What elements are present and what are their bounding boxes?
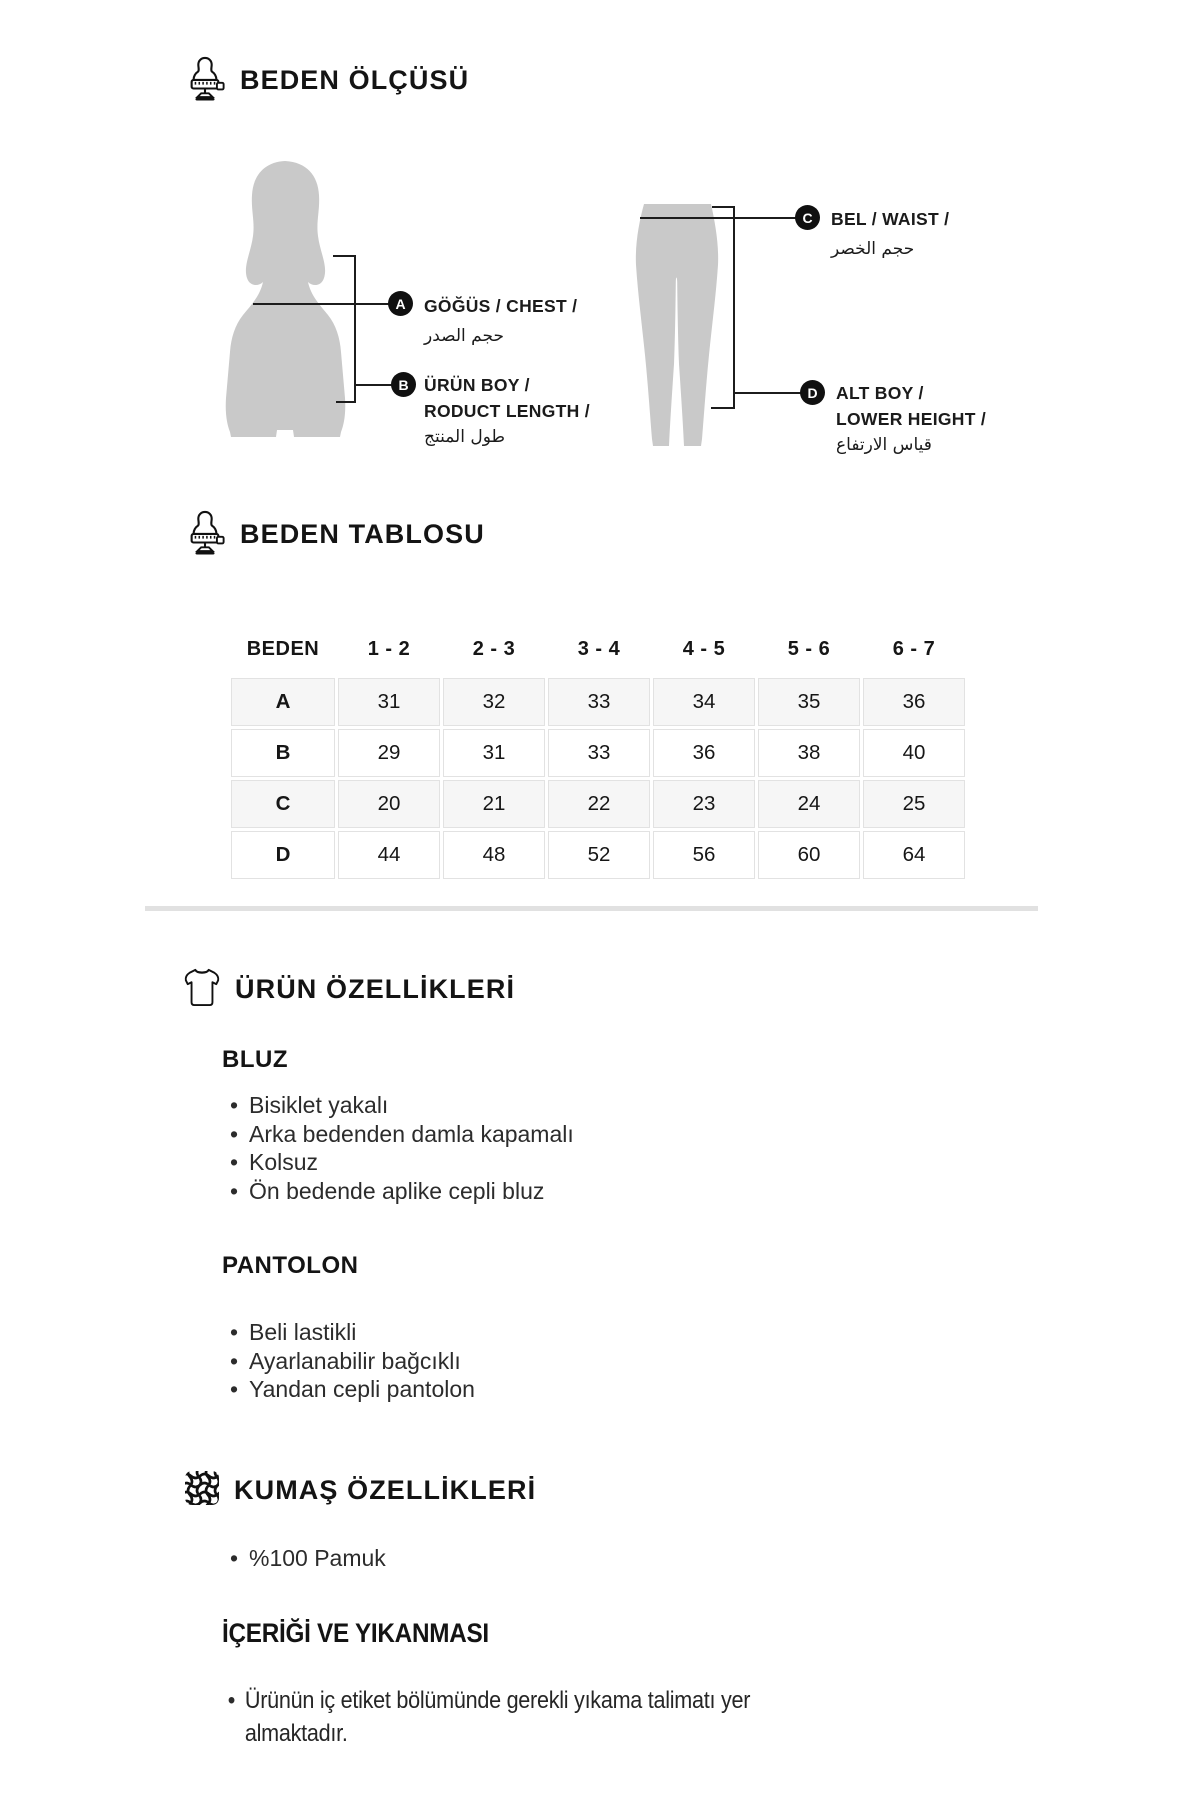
size-cell: 32 <box>443 678 545 726</box>
care-title: İÇERİĞİ VE YIKANMASI <box>222 1618 489 1648</box>
pantolon-feature-list <box>228 1318 475 1404</box>
size-cell: 20 <box>338 780 440 828</box>
group-title-pantolon: PANTOLON <box>222 1252 359 1279</box>
section-fabric-features-header <box>184 1470 536 1511</box>
table-row <box>231 831 965 879</box>
row-label: B <box>231 729 335 777</box>
list-item: • Ön bedende aplike cepli bluz <box>228 1177 574 1206</box>
size-cell: 60 <box>758 831 860 879</box>
label-waist <box>831 206 949 262</box>
table-row <box>231 780 965 828</box>
label-badge-c: C <box>795 205 820 230</box>
measure-line-lower-height <box>735 392 801 394</box>
measure-line-bottom-tick-left <box>336 401 356 403</box>
bluz-feature-list <box>228 1091 574 1205</box>
column-header: 3 - 4 <box>548 623 650 675</box>
size-cell: 21 <box>443 780 545 828</box>
label-lower-height-arabic: قياس الارتفاع <box>836 435 932 455</box>
row-label: C <box>231 780 335 828</box>
size-cell: 36 <box>863 678 965 726</box>
row-label: A <box>231 678 335 726</box>
list-item: • Arka bedenden damla kapamalı <box>228 1120 574 1149</box>
size-cell: 40 <box>863 729 965 777</box>
table-row <box>231 729 965 777</box>
label-product-length-arabic: طول المنتج <box>424 427 506 447</box>
size-cell: 34 <box>653 678 755 726</box>
list-item: • Ürünün iç etiket bölümünde gerekli yıkama talimatı yer almaktadır. <box>226 1684 856 1750</box>
label-waist-text: BEL / WAIST / <box>831 209 950 229</box>
list-item: • %100 Pamuk <box>228 1544 386 1573</box>
size-cell: 48 <box>443 831 545 879</box>
size-cell: 35 <box>758 678 860 726</box>
size-table-header-row <box>231 623 965 675</box>
size-cell: 25 <box>863 780 965 828</box>
row-label: D <box>231 831 335 879</box>
measure-line-waist <box>640 217 796 219</box>
label-lower-height <box>836 380 986 458</box>
size-table <box>228 620 968 882</box>
label-badge-b: B <box>391 372 416 397</box>
tshirt-icon <box>183 966 221 1013</box>
size-cell: 31 <box>338 678 440 726</box>
column-header: 1 - 2 <box>338 623 440 675</box>
column-header: BEDEN <box>231 623 335 675</box>
size-cell: 36 <box>653 729 755 777</box>
measure-line-top-tick-left <box>333 255 356 257</box>
column-header: 2 - 3 <box>443 623 545 675</box>
label-product-length-text1: ÜRÜN BOY / <box>424 375 530 395</box>
label-chest-arabic: حجم الصدر <box>424 326 504 346</box>
label-lower-height-text2: LOWER HEIGHT / <box>836 409 987 429</box>
section-divider <box>145 906 1038 911</box>
size-cell: 24 <box>758 780 860 828</box>
section-title: ÜRÜN ÖZELLİKLERİ <box>235 974 516 1004</box>
section-size-measure-header <box>184 54 469 107</box>
size-cell: 31 <box>443 729 545 777</box>
label-badge-d: D <box>800 380 825 405</box>
size-cell: 64 <box>863 831 965 879</box>
column-header: 5 - 6 <box>758 623 860 675</box>
label-product-length-text2: RODUCT LENGTH / <box>424 401 590 421</box>
measure-bracket-left <box>354 255 356 403</box>
list-item: • Beli lastikli <box>228 1318 475 1347</box>
size-cell: 29 <box>338 729 440 777</box>
measure-line-chest <box>253 303 389 305</box>
size-cell: 33 <box>548 729 650 777</box>
table-row <box>231 678 965 726</box>
list-item: • Yandan cepli pantolon <box>228 1375 475 1404</box>
size-cell: 44 <box>338 831 440 879</box>
measure-line-bottom-tick-right <box>711 407 735 409</box>
group-title-bluz: BLUZ <box>222 1046 288 1073</box>
measure-line-product-length <box>356 384 392 386</box>
list-item: • Ayarlanabilir bağcıklı <box>228 1347 475 1376</box>
size-cell: 52 <box>548 831 650 879</box>
size-cell: 23 <box>653 780 755 828</box>
size-cell: 38 <box>758 729 860 777</box>
label-product-length <box>424 372 590 450</box>
list-item: • Bisiklet yakalı <box>228 1091 574 1120</box>
label-lower-height-text1: ALT BOY / <box>836 383 924 403</box>
section-product-features-header <box>183 966 515 1013</box>
mannequin-icon <box>184 508 226 561</box>
size-cell: 33 <box>548 678 650 726</box>
label-badge-a: A <box>388 291 413 316</box>
mannequin-icon <box>184 54 226 107</box>
label-chest <box>424 293 577 349</box>
fabric-feature-list <box>228 1544 386 1573</box>
care-list <box>226 1684 856 1750</box>
section-title: BEDEN ÖLÇÜSÜ <box>240 65 470 95</box>
list-item: • Kolsuz <box>228 1148 574 1177</box>
section-title: KUMAŞ ÖZELLİKLERİ <box>234 1475 537 1505</box>
column-header: 6 - 7 <box>863 623 965 675</box>
label-chest-text: GÖĞÜS / CHEST / <box>424 296 578 316</box>
measure-line-top-tick-right <box>712 206 735 208</box>
fabric-weave-icon <box>184 1470 220 1511</box>
measure-bracket-right <box>733 206 735 409</box>
girl-silhouette <box>214 157 357 437</box>
size-cell: 22 <box>548 780 650 828</box>
section-size-table-header <box>184 508 485 561</box>
label-waist-arabic: حجم الخصر <box>831 239 915 259</box>
size-cell: 56 <box>653 831 755 879</box>
column-header: 4 - 5 <box>653 623 755 675</box>
pants-silhouette <box>633 204 721 446</box>
section-title: BEDEN TABLOSU <box>240 519 485 549</box>
